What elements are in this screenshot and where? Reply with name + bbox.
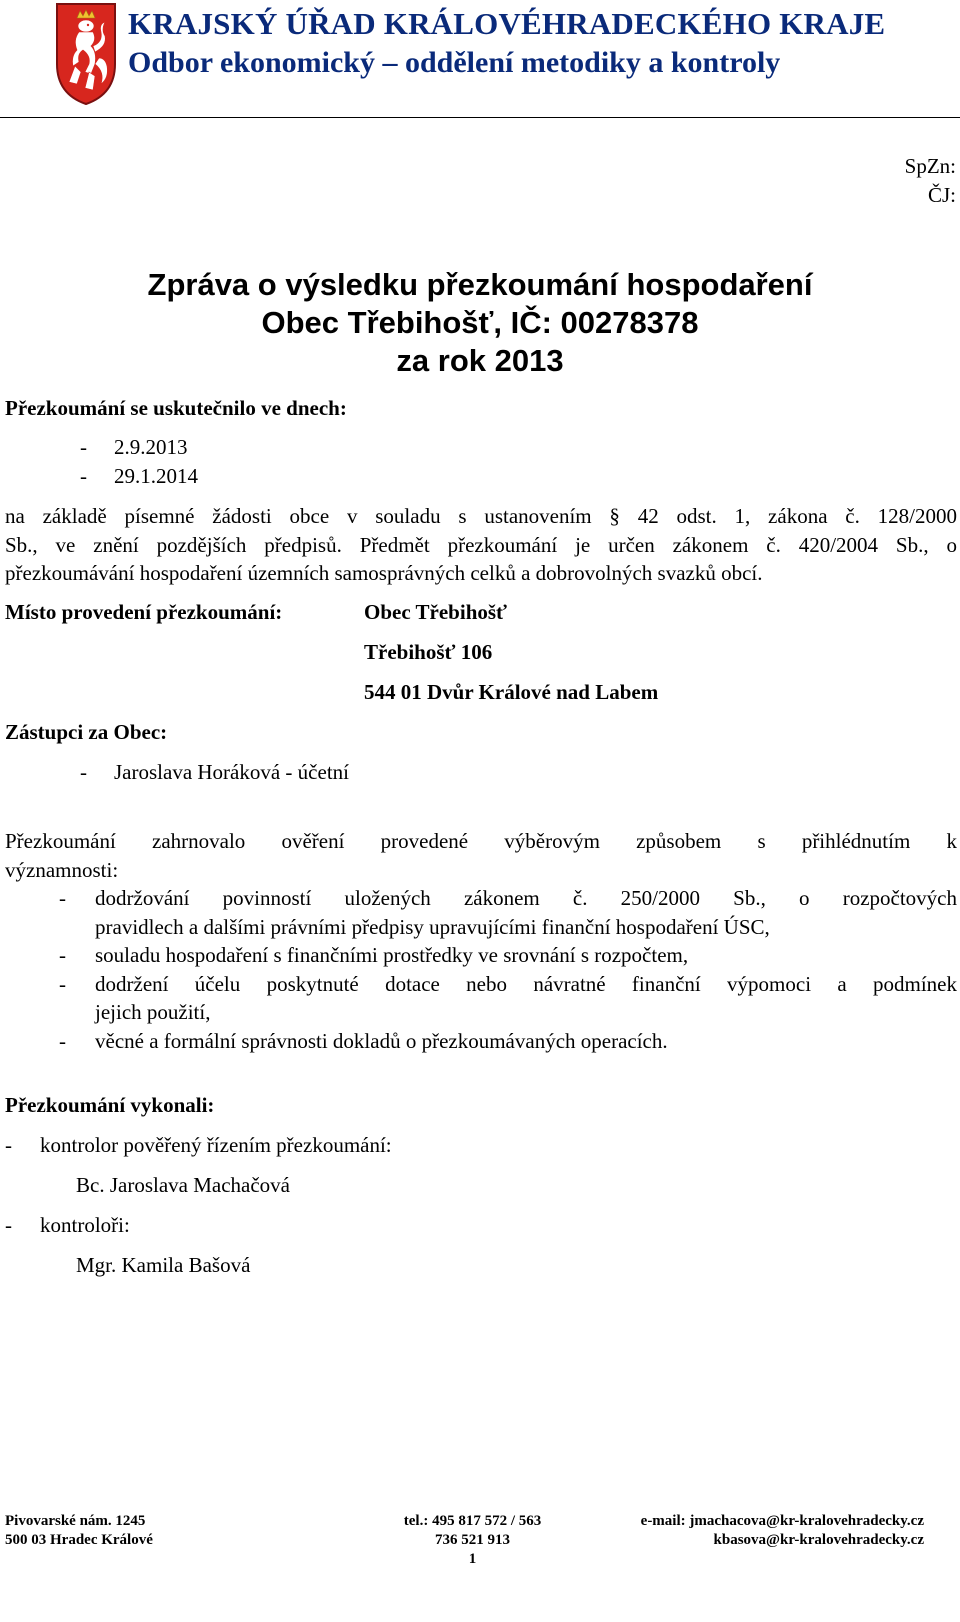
reference-numbers (905, 152, 956, 210)
list-dash: - (59, 971, 66, 996)
place-name: Obec Třebihošť (364, 600, 507, 624)
list-dash: - (80, 464, 87, 488)
list-item: - dodržování povinností uložených zákonem č. 250/2000 Sb., o rozpočtových pravidlech a dalšími právními předpisy upravujícími finanční hospodaření ÚSC, (59, 886, 957, 939)
department-name: Odbor ekonomický – oddělení metodiky a kontroly (128, 46, 781, 79)
title-line-3: za rok 2013 (396, 343, 564, 378)
performed-heading: Přezkoumání vykonali: (5, 1093, 215, 1117)
scope-list (5, 884, 957, 1055)
list-dash: - (59, 886, 66, 910)
list-dash: - (5, 1213, 12, 1237)
list-dash: - (59, 943, 66, 967)
footer-phone: tel.: 495 817 572 / 563 (403, 1513, 542, 1529)
header-divider (0, 117, 960, 118)
paragraph-line: Přezkoumání zahrnovalo ověření provedené výběrovým způsobem s přihlédnutím k (5, 829, 957, 853)
list-dash: - (80, 435, 87, 459)
paragraph-line: Sb., ve znění pozdějších předpisů. Předmět přezkoumání je určen zákonem č. 420/2004 Sb., o (5, 532, 957, 557)
spzn-label: SpZn: (904, 154, 956, 178)
list-item: - věcné a formální správnosti dokladů o přezkoumávaných operacích. (5, 1027, 957, 1056)
page-number: 1 (468, 1551, 477, 1567)
date-item: 29.1.2014 (114, 464, 198, 488)
place-label: Místo provedení přezkoumání: (5, 600, 283, 624)
list-item: - souladu hospodaření s finančními prostředky ve srovnání s rozpočtem, (5, 941, 957, 970)
paragraph-line: významnosti: (5, 857, 119, 882)
list-dash: - (5, 1133, 12, 1157)
place-city: 544 01 Dvůr Králové nad Labem (364, 680, 659, 704)
lead-inspector-role: kontrolor pověřený řízením přezkoumání: (40, 1133, 392, 1157)
list-dash: - (59, 1028, 66, 1053)
lion-crest-icon (55, 2, 117, 106)
inspector-name: Mgr. Kamila Bašová (76, 1253, 251, 1277)
footer-email: kbasova@kr-kralovehradecky.cz (713, 1532, 924, 1548)
footer-address-line: Pivovarské nám. 1245 (5, 1513, 146, 1529)
footer-address-line: 500 03 Hradec Králové (5, 1532, 153, 1548)
title-line-1: Zpráva o výsledku přezkoumání hospodaření (147, 267, 813, 302)
scope-intro (5, 827, 957, 884)
report-title (0, 266, 960, 380)
footer-email: e-mail: jmachacova@kr-kralovehradecky.cz (640, 1513, 924, 1529)
place-street: Třebihošť 106 (364, 640, 493, 664)
list-dash: - (80, 760, 87, 784)
footer-phone: 736 521 913 (435, 1532, 510, 1548)
paragraph-line: na základě písemné žádosti obce v souladu s ustanovením § 42 odst. 1, zákona č. 128/2000 (5, 504, 957, 528)
organization-name: KRAJSKÝ ÚŘAD KRÁLOVÉHRADECKÉHO KRAJE (128, 6, 886, 41)
date-item: 2.9.2013 (114, 435, 188, 459)
lead-inspector-name: Bc. Jaroslava Machačová (76, 1173, 290, 1197)
paragraph-line: přezkoumávání hospodaření územních samosprávných celků a dobrovolných svazků obcí. (5, 561, 763, 585)
title-line-2: Obec Třebihošť, IČ: 00278378 (261, 305, 699, 340)
representatives-label: Zástupci za Obec: (5, 720, 168, 744)
dates-heading: Přezkoumání se uskutečnilo ve dnech: (5, 396, 347, 420)
cj-label: ČJ: (927, 183, 956, 207)
inspectors-role: kontroloři: (40, 1213, 130, 1237)
representative-item: Jaroslava Horáková - účetní (114, 760, 349, 784)
letterhead (0, 0, 960, 118)
list-item: - dodržení účelu poskytnuté dotace nebo návratné finanční výpomoci a podmínek jejich použití, (59, 971, 957, 1024)
legal-basis-paragraph (5, 502, 957, 588)
